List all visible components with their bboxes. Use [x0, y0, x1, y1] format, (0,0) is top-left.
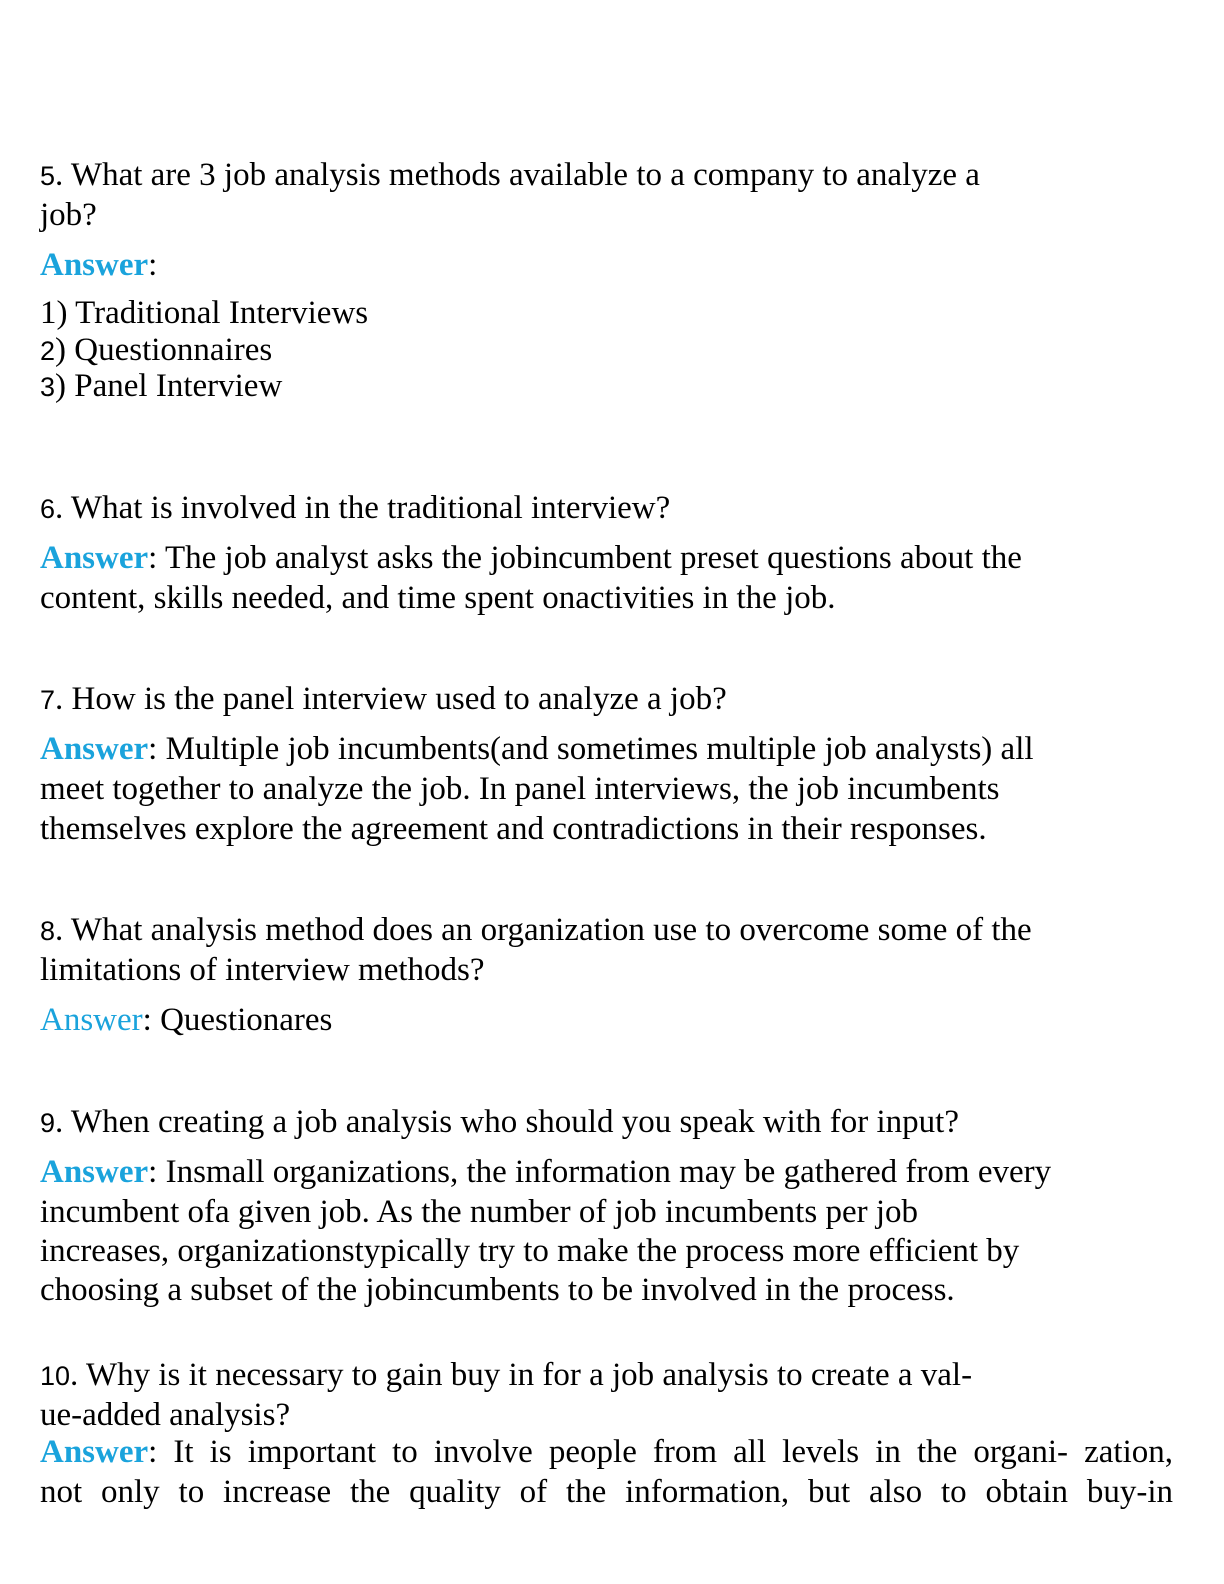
question-text: job?	[40, 197, 97, 233]
list-item	[40, 330, 272, 371]
answer-text: : Questionares	[142, 1002, 333, 1038]
question-text: . Why is it necessary to gain buy in for a job analysis to create a val-	[70, 1357, 973, 1393]
answer-6	[40, 538, 1022, 578]
question-5	[40, 155, 980, 196]
answer-text: : Multiple job incumbents(and sometimes multiple job analysts) all	[148, 731, 1034, 767]
question-text: . What are 3 job analysis methods available to a company to analyze a	[55, 157, 980, 193]
question-10-cont	[40, 1395, 290, 1435]
answer-label: Answer	[40, 1154, 149, 1190]
question-9	[40, 1102, 959, 1143]
question-text: . What analysis method does an organization use to overcome some of the	[55, 912, 1032, 948]
answer-5-label	[40, 245, 157, 285]
list-item	[40, 366, 282, 407]
question-8-cont	[40, 950, 485, 990]
answer-label: Answer	[40, 1434, 149, 1470]
question-number: 5	[40, 161, 56, 191]
list-item-number: 3	[40, 372, 56, 402]
answer-text: incumbent ofa given job. As the number of job incumbents per job	[40, 1194, 918, 1230]
question-text: ue-added analysis?	[40, 1397, 291, 1433]
answer-9-cont	[40, 1270, 955, 1310]
question-7	[40, 679, 727, 720]
question-5-cont	[40, 195, 97, 235]
list-item	[40, 293, 368, 333]
answer-7-cont	[40, 809, 987, 849]
answer-8	[40, 1000, 332, 1040]
question-6	[40, 488, 670, 529]
list-item-text: ) Traditional Interviews	[56, 295, 369, 331]
question-8	[40, 910, 1032, 951]
answer-label: Answer	[40, 540, 149, 576]
question-10	[40, 1355, 972, 1396]
list-item-text: ) Panel Interview	[55, 368, 283, 404]
answer-7	[40, 729, 1034, 769]
answer-text: themselves explore the agreement and contradictions in their responses.	[40, 811, 987, 847]
answer-text: increases, organizationstypically try to make the process more efficient by	[40, 1233, 1020, 1269]
answer-label: Answer	[40, 1002, 143, 1038]
answer-text: : The job analyst asks the jobincumbent preset questions about the	[148, 540, 1022, 576]
question-number: 8	[40, 916, 56, 946]
answer-label: Answer	[40, 731, 149, 767]
list-item-number: 1	[40, 295, 57, 331]
answer-text: : Insmall organizations, the information may be gathered from every	[148, 1154, 1052, 1190]
question-number: 9	[40, 1108, 56, 1138]
answer-9-cont	[40, 1231, 1019, 1271]
answer-text: meet together to analyze the job. In panel interviews, the job incumbents	[40, 771, 1000, 807]
answer-10-cont	[40, 1472, 1173, 1512]
answer-text: content, skills needed, and time spent onactivities in the job.	[40, 580, 836, 616]
answer-text: :	[148, 247, 158, 283]
question-text: limitations of interview methods?	[40, 952, 485, 988]
question-text: . What is involved in the traditional interview?	[55, 490, 671, 526]
question-number: 7	[40, 685, 56, 715]
question-number: 6	[40, 494, 56, 524]
answer-9-cont	[40, 1192, 918, 1232]
question-number: 10	[40, 1361, 71, 1391]
answer-label: Answer	[40, 247, 149, 283]
question-text: . When creating a job analysis who should you speak with for input?	[55, 1104, 959, 1140]
question-text: . How is the panel interview used to analyze a job?	[55, 681, 727, 717]
answer-10	[40, 1432, 1173, 1472]
answer-6-cont	[40, 578, 836, 618]
answer-7-cont	[40, 769, 999, 809]
answer-text: : It is important to involve people from all levels in the organi- zation,	[148, 1434, 1173, 1470]
list-item-text: ) Questionnaires	[55, 332, 273, 368]
answer-9	[40, 1152, 1051, 1192]
answer-text: not only to increase the quality of the information, but also to obtain buy-in	[40, 1474, 1173, 1510]
list-item-number: 2	[40, 336, 56, 366]
answer-text: choosing a subset of the jobincumbents to be involved in the process.	[40, 1272, 955, 1308]
